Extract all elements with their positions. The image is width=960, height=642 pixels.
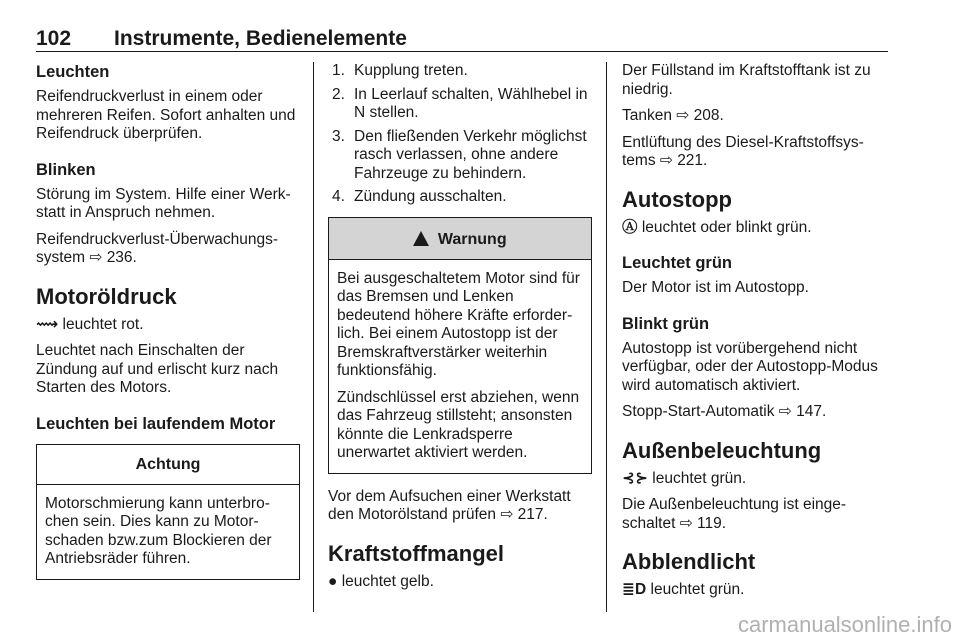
leuchten-text: Reifendruckverlust in einem oder mehreren Reifen. Sofort anhalten und Reifendruck überprüfen.	[36, 88, 296, 142]
low-beam-icon: ≣D	[622, 581, 647, 598]
warning-text-1: Bei ausgeschaltetem Motor sind für das Bremsen und Lenken bedeutend höhere Kräfte erforderlich. Bei einem Autostopp ist der Bremskraftverstärker weiterhin funktionsfähig.	[337, 269, 580, 379]
fuel-status-line	[328, 573, 592, 592]
blinkt-gruen-heading: Blinkt grün	[622, 314, 710, 333]
exterior-text: Die Außenbeleuchtung ist eingeschaltet ⇨ 119.	[622, 496, 847, 532]
blinken-ref: Reifendruckverlust-Überwachungssystem ⇨ 236.	[36, 230, 279, 266]
oil-status: leuchtet rot.	[62, 315, 144, 333]
autostopp-heading: Autostopp	[622, 186, 732, 212]
column-2	[328, 62, 592, 599]
fuel-text: Der Füllstand im Kraftstofftank ist zu niedrig.	[622, 62, 871, 98]
warning-box	[328, 217, 592, 474]
page-number: 102	[36, 27, 72, 50]
blinkt-gruen-text: Autostopp ist vorübergehend nicht verfügbar, oder der Autostopp-Modus wird automatisch aktiviert.	[622, 339, 878, 394]
low-beam-heading: Abblendlicht	[622, 549, 756, 574]
step-item: 3. Den fließenden Verkehr möglichst rasch verlassen, ohne andere Fahrzeuge zu behindern.	[332, 127, 587, 182]
fuel-status: leuchtet gelb.	[341, 572, 434, 590]
low-beam-status: leuchtet grün.	[650, 581, 745, 598]
warning-header	[329, 218, 591, 260]
workshop-text: Vor dem Aufsuchen einer Werkstatt den Motorölstand prüfen ⇨ 217.	[328, 487, 571, 523]
autostopp-status: leuchtet oder blinkt grün.	[641, 218, 812, 236]
leuchten-heading: Leuchten	[36, 63, 110, 81]
step-item: 1. Kupplung treten.	[332, 62, 468, 79]
start-stop-ref: Stopp-Start-Automatik ⇨ 147.	[622, 403, 827, 420]
exterior-status: leuchtet grün.	[652, 469, 747, 487]
caution-text: Motorschmierung kann unterbrochen sein. Dies kann zu Motorschaden bzw.zum Blockieren der Antriebsräder führen.	[45, 494, 272, 567]
running-engine-heading: Leuchten bei laufendem Motor	[36, 414, 276, 433]
warning-triangle-icon	[413, 231, 429, 246]
blinken-heading: Blinken	[36, 160, 96, 179]
leuchtet-gruen-heading: Leuchtet grün	[622, 254, 732, 272]
oil-status-line	[36, 316, 300, 335]
fuel-heading: Kraftstoffmangel	[328, 540, 505, 566]
column-divider-1	[313, 62, 314, 612]
column-divider-2	[606, 62, 607, 612]
low-beam-status-line	[622, 581, 892, 600]
exterior-lights-icon: ⊰⊱	[622, 469, 648, 487]
column-1	[36, 62, 300, 580]
exterior-status-line	[622, 470, 892, 489]
page-title: Instrumente, Bedienelemente	[114, 27, 407, 50]
column-3	[622, 62, 892, 608]
oil-text: Leuchtet nach Einschalten der Zündung auf und erlischt kurz nach Starten des Motors.	[36, 342, 279, 396]
oil-pressure-heading: Motoröldruck	[36, 283, 177, 309]
blinken-text: Störung im System. Hilfe einer Werkstatt in Anspruch nehmen.	[36, 185, 291, 221]
warning-title: Warnung	[437, 230, 507, 248]
warning-text-2: Zündschlüssel erst abziehen, wenn das Fahrzeug stillsteht; ansonsten könnte die Lenkradsperre unerwartet aktiviert werden.	[337, 388, 580, 461]
step-item: 4. Zündung ausschalten.	[332, 188, 507, 205]
leuchtet-gruen-text: Der Motor ist im Autostopp.	[622, 279, 809, 296]
fuel-dot-icon: ●	[328, 572, 338, 590]
exterior-lighting-heading: Außenbeleuchtung	[622, 437, 822, 463]
caution-box	[36, 444, 300, 580]
autostopp-status-line	[622, 219, 892, 238]
tanken-ref: Tanken ⇨ 208.	[622, 107, 724, 124]
watermark: carmanualsonline.info	[737, 612, 952, 637]
page-header	[36, 27, 888, 52]
caution-title: Achtung	[37, 445, 299, 485]
diesel-ref: Entlüftung des Diesel-Kraftstoffsystems ⇨ 221.	[622, 133, 864, 169]
autostopp-icon: Ⓐ	[622, 218, 638, 236]
step-item: 2. In Leerlauf schalten, Wählhebel in N stellen.	[332, 85, 588, 121]
oil-can-icon: ⟿	[36, 315, 59, 333]
